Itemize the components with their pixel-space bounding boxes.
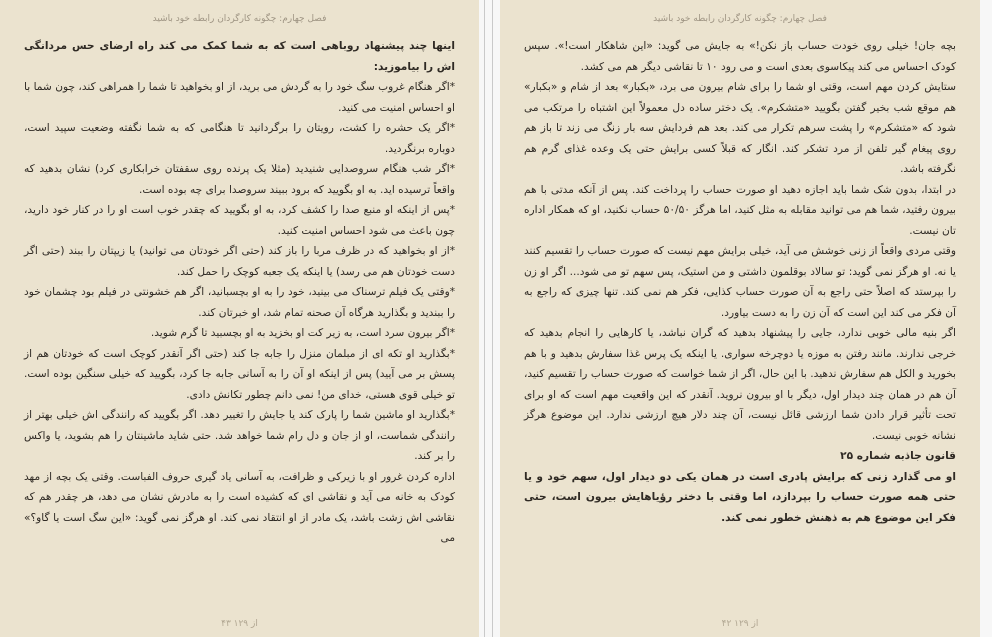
paragraph: در ابتدا، بدون شک شما باید اجازه دهید او صورت حساب را پرداخت کند. پس از آنکه مدتی با هم بیرون رفتید، شما هم می توانید مقابله به مثل کنید، اما هرگز ۵۰/۵۰ حساب نکنید، او که همکار اداره تان نیست. [524, 183, 956, 237]
page-body-text [24, 36, 455, 549]
paragraph: ستایش کردن مهم است، وقتی او شما را برای شام بیرون می برد، «بکبار» بعد از شام و «بکبار» هم موقع شب بخیر گفتن بگویید «متشکرم». یک دختر ساده دل معمولاً این اشتباه را مرتکب می شود که «متشکرم» را پشت سرهم تکرار می کند. بعد هم فردایش سه بار زنگ می زند تا باز هم روی پیغام گیر تلفن از مرد تشکر کند. انگار که قبلاً کسی برایش حتی یک وعده غذای گرم هم نگرفته باشد. [524, 81, 956, 175]
paragraph: *اگر یک حشره را کشت، رویتان را برگردانید تا هنگامی که به شما نگفته وضعیت سپید است، دوباره برنگردید. [24, 122, 455, 155]
page-number: ۴۲ از ۱۲۹ [721, 619, 759, 629]
left-page [0, 0, 479, 637]
page-gutter-line [484, 0, 485, 637]
page-number: ۴۳ از ۱۲۹ [221, 619, 258, 629]
running-head: فصل چهارم: چگونه کارگردان رابطه خود باشید [653, 14, 827, 24]
paragraph: بچه جان! خیلی روی خودت حساب باز نکن!» به جایش می گوید: «این شاهکار است!». سپس کودک احساس می کند پیکاسوی بعدی است و می رود ۱۰ تا نقاشی دیگر هم می کشد. [524, 40, 956, 73]
paragraph: اداره کردن غرور او با زیرکی و ظرافت، به آسانی یاد گیری حروف الفباست. وقتی یک بچه از مهد کودک به خانه می آید و نقاشی ای که کشیده است را به مادرش نشان می دهد، هر چقدر هم که نقاشی اش زشت باشد، یک مادر از او انتقاد نمی کند. او هرگز نمی گوید: «این سگ است یا گاو؟» می [24, 470, 455, 544]
paragraph: *وقتی یک فیلم ترسناک می بینید، خود را به او بچسبانید، اگر هم خشونتی در فیلم بود چشمان خود را ببندید و بگذارید هرگاه آن صحنه تمام شد، او خبرتان کند. [24, 286, 455, 319]
paragraph: وقتی مردی واقعاً از زنی خوشش می آید، خیلی برایش مهم نیست که صورت حساب را تقسیم کنند یا نه. او هرگز نمی گوید: تو سالاد بوقلمون داشتی و من استیک، پس سهم تو می شود... اگر او زن را بپرستد که اصلاً حتی راجع به آن صورت حساب کذایی، فکر هم نمی کند. تنها چیزی که راجع به آن فکر می کند این است که آن زن را به دست بیاورد. [524, 245, 956, 319]
paragraph: اگر بنیه مالی خوبی ندارد، جایی را پیشنهاد بدهید که گران نباشد، یا کارهایی را انجام بدهید که خرجی ندارند. مانند رفتن به موزه یا دوچرخه سواری. یا اینکه یک پرس غذا سفارش بدهید و با هم بخورید و الکل هم سفارش ندهید. با این حال، اگر از شما خواست که صورت حساب را تقسیم کنید، آن هم در همان چند دیدار اول، دیگر با او بیرون نروید. آنقدر که این واقعیت مهم است که او برای تحت تأثیر قرار دادن شما ارزشی قائل نیست، آن چند دلار هیچ ارزشی ندارد. این موضوع هرگز نشانه خوبی نیست. [524, 327, 956, 442]
paragraph: او می گذارد زنی که برایش پادری است در همان یکی دو دیدار اول، سهم خود و یا حتی همه صورت حساب را بپردازد، اما وقتی با دختر رؤیاهایش بیرون است، حتی فکر این موضوع هم به ذهنش خطور نمی کند. [524, 470, 956, 524]
paragraph: *اگر هنگام غروب سگ خود را به گردش می برید، از او بخواهید تا شما را همراهی کند، چون شما با او احساس امنیت می کنید. [24, 81, 455, 114]
paragraph: *بگذارید او تکه ای از مبلمان منزل را جابه جا کند (حتی اگر آنقدر کوچک است که خودتان هم از پسش بر می آیید) پس از اینکه او آن را به آسانی جابه جا کرد، بگویید که خیلی سنگین بوده است. تو خیلی قوی هستی، خدای من! نمی دانم چطور تکانش دادی. [24, 347, 455, 401]
paragraph: قانون جاذبه شماره ۲۵ [840, 450, 956, 462]
paragraph: *اگر بیرون سرد است، به زیر کت او بخزید به او بچسبید تا گرم شوید. [150, 327, 455, 339]
paragraph: اینها چند پیشنهاد روباهی است که به شما کمک می کند راه ارضای حس مردانگی اش را بیاموزید: [24, 40, 455, 73]
page-body-text [524, 36, 956, 528]
paragraph: *از او بخواهید که در ظرف مربا را باز کند (حتی اگر خودتان می توانید) یا زیپتان را ببند (حتی اگر دست خودتان هم می رسد) یا اینکه یک جعبه کوچک را حمل کند. [24, 245, 455, 278]
paragraph: *بگذارید او ماشین شما را پارک کند یا جایش را تغییر دهد. اگر بگویید که رانندگی اش خیلی بهتر از رانندگی شماست، او از جان و دل رام شما خواهد شد. حتی شاید ماشینتان را هم بشوید، یا واکس را بر کند. [24, 409, 455, 462]
paragraph: *اگر شب هنگام سروصدایی شنیدید (مثلا یک پرنده روی سقفتان خرابکاری کرد) نشان بدهید که واقعاً ترسیده اید. به او بگویید که برود ببیند سروصدا برای چه بوده است. [24, 163, 455, 196]
paragraph: *پس از اینکه او منبع صدا را کشف کرد، به او بگویید که چقدر خوب است او را در کنار خود دارید، چون باعث می شود احساس امنیت کنید. [24, 204, 455, 237]
page-gutter-line [492, 0, 493, 637]
right-page [500, 0, 980, 637]
running-head: فصل چهارم: چگونه کارگردان رابطه خود باشید [152, 14, 327, 24]
